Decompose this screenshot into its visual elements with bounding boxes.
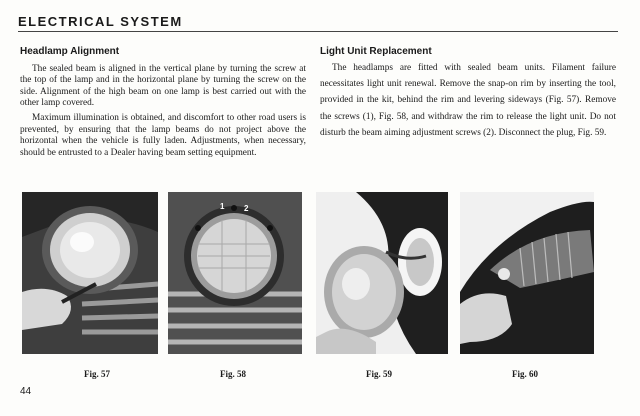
headlamp-alignment-section	[20, 46, 306, 162]
callout-2: 2	[244, 204, 249, 213]
headlamp-alignment-heading: Headlamp Alignment	[20, 46, 120, 57]
replacement-paragraph: The headlamps are fitted with sealed beam units. Filament failure necessitates light unit renewal. Remove the snap-on rim by inserting the tool, provided in the kit, behind the rim and levering sideways (Fig. 57). Remove the screws (1), Fig. 58, and withdraw the rim to release the light unit. Do not disturb the beam aiming adjustment screws (2). Disconnect the plug, Fig. 59.	[320, 63, 616, 138]
figure-58-caption: Fig. 58	[220, 369, 246, 379]
figure-58-photo	[168, 192, 302, 354]
figure-60-photo	[460, 192, 594, 354]
figure-59-photo	[316, 192, 448, 354]
light-unit-replacement-heading: Light Unit Replacement	[320, 46, 432, 57]
section-title: ELECTRICAL SYSTEM	[18, 14, 183, 29]
alignment-paragraph-1: The sealed beam is aligned in the vertical plane by turning the screw at the top of the lamp and in the horizontal plane by turning the screw on the side. Alignment of the high beam on one lamp is best carried out with the other lamp covered.	[20, 63, 306, 109]
figure-57-caption: Fig. 57	[84, 369, 110, 379]
figure-57-photo	[22, 192, 158, 354]
figure-59-caption: Fig. 59	[366, 369, 392, 379]
callout-1: 1	[220, 202, 225, 211]
light-unit-replacement-section	[320, 46, 616, 144]
page-number: 44	[20, 386, 32, 397]
header-rule	[18, 31, 618, 32]
alignment-paragraph-2: Maximum illumination is obtained, and discomfort to other road users is prevented, by ensuring that the lamp beams do not project above the horizontal when the vehicle is fully laden. Adjustments, when necessary, should be entrusted to a Dealer having beam setting equipment.	[20, 112, 306, 158]
figure-60-caption: Fig. 60	[512, 369, 538, 379]
